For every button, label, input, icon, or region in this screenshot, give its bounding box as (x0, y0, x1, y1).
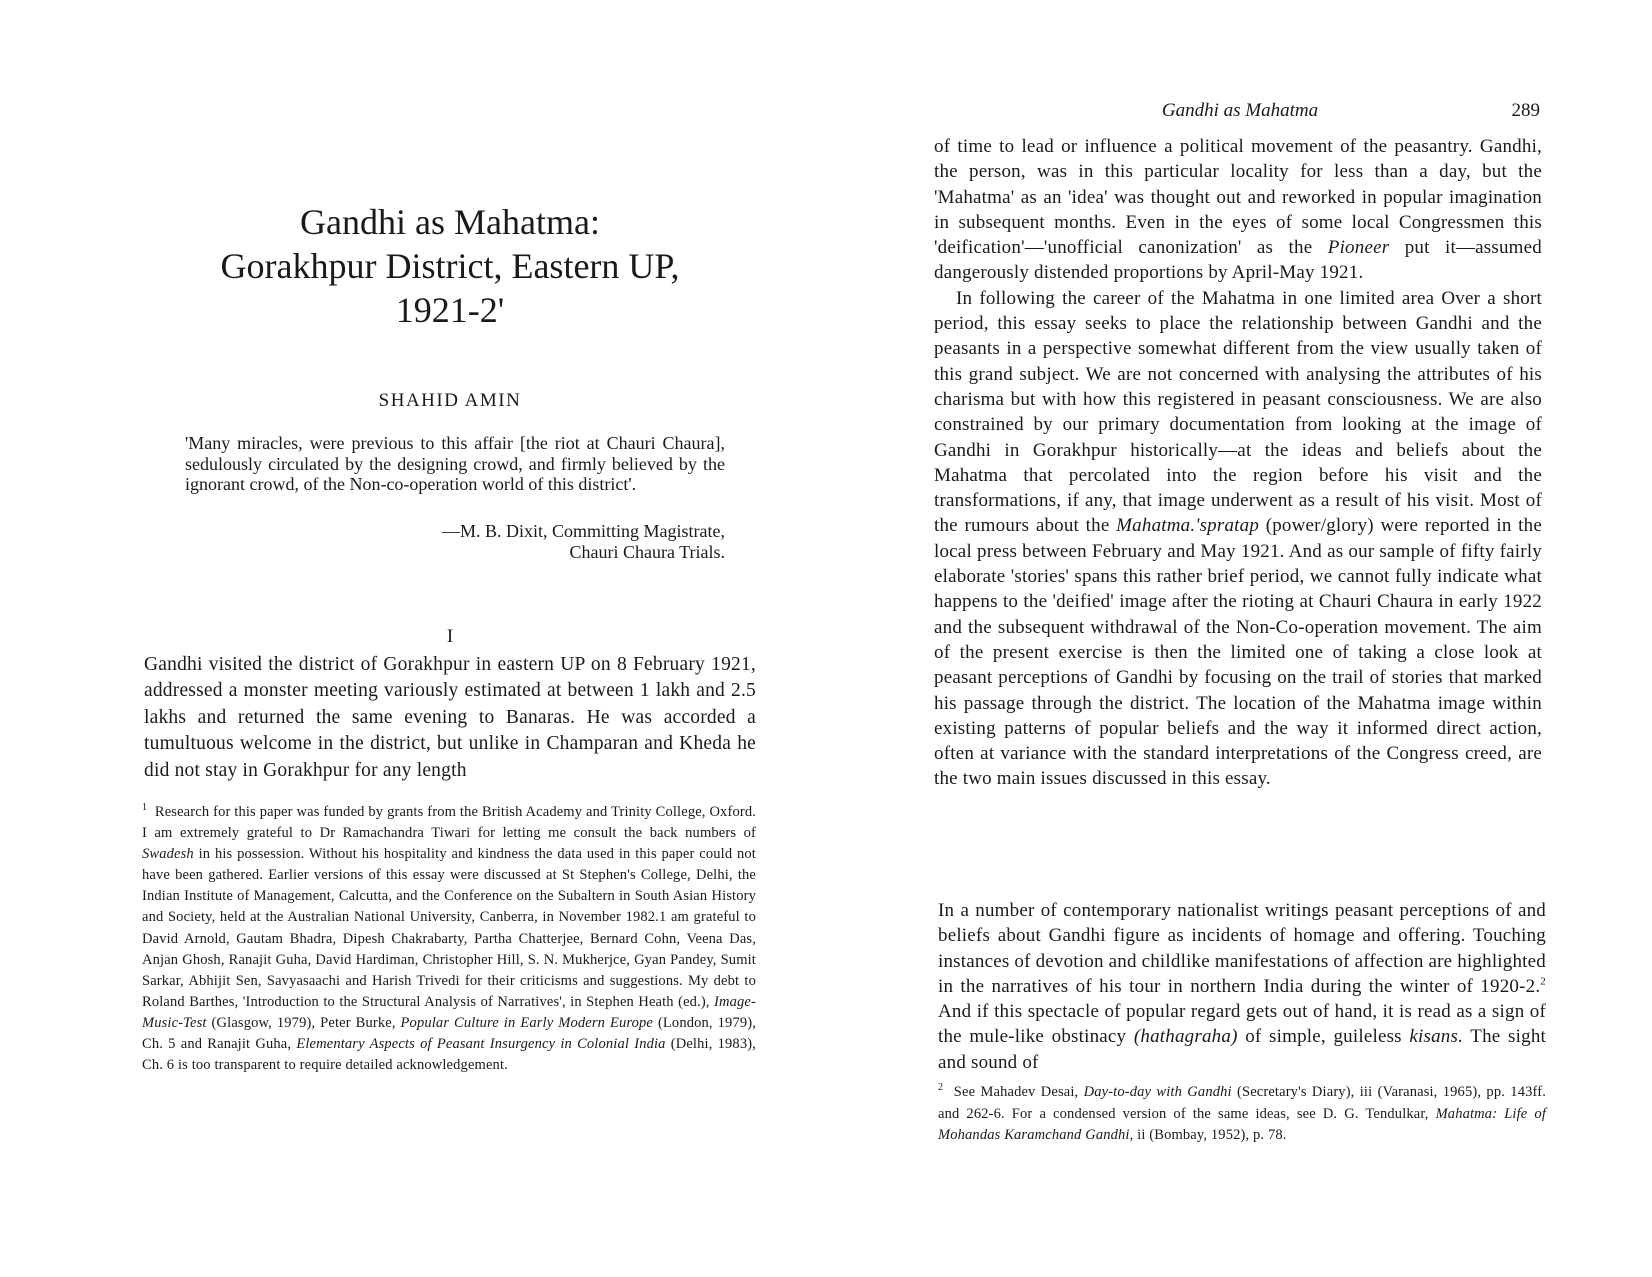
paragraph-italic: (hathagraha) (1133, 1026, 1238, 1048)
paragraph-italic: kisans. (1409, 1026, 1464, 1048)
epigraph-attribution (185, 521, 725, 563)
footnote-text: (Secretary's Diary), iii (Varanasi, 1965), pp. 143ff. and 262-6. For a condensed version of the same ideas, see D. G. Tendulkar, (938, 1084, 1546, 1122)
paragraph-italic: Mahatma.'spratap (1116, 515, 1260, 537)
footnote-text: ii (Bombay, 1952), p. 78. (1133, 1127, 1287, 1143)
body-text-right (934, 134, 1542, 792)
footnote-text: (London, 1979), Ch. 5 and Ranajit Guha, (142, 1014, 756, 1053)
title-line-2: Gorakhpur District, Eastern UP, (220, 246, 680, 286)
footnote-marker: 1 (142, 802, 148, 814)
paragraph-text: In a number of contemporary nationalist writings peasant perceptions of and beliefs about Gandhi figure as incidents of homage and offering. Touching instances of devotion and childlike manifestations of affection are highlighted in the narratives of his tour in northern India during the winter of 1920-2. (938, 900, 1546, 997)
body-text-left: Gandhi visited the district of Gorakhpur in eastern UP on 8 February 1921, addressed a monster meeting variously estimated at between 1 lakh and 2.5 lakhs and returned the same evening to Banaras. He was accorded a tumultuous welcome in the district, but unlike in Champaran and Kheda he did not stay in Gorakhpur for any length (144, 654, 756, 781)
page-number: 289 (1511, 100, 1540, 121)
paragraph-text: of time to lead or influence a political movement of the peasantry. Gandhi, the person, was in this particular locality for less than a day, but the 'Mahatma' as an 'idea' was thought out and reworked in popular imagination in subsequent months. Even in the eyes of some local Congressmen this 'deification'—'unofficial canonization' as the (934, 136, 1542, 259)
article-title (140, 200, 760, 332)
paragraph-text: put it—assumed dangerously distended proportions by April-May 1921. (934, 237, 1542, 284)
footnote-text: (Glasgow, 1979), Peter Burke, (206, 1014, 401, 1031)
footnote-italic: Day-to-day with Gandhi (1083, 1084, 1232, 1100)
footnote-reference: 2 (1540, 975, 1546, 988)
paragraph-1 (934, 134, 1542, 286)
paragraph-text: of simple, guileless (1237, 1026, 1410, 1048)
title-line-3: 1921-2' (395, 290, 505, 330)
epigraph-quote: 'Many miracles, were previous to this affair [the riot at Chauri Chaura], sedulously circulated by the designing crowd, and firmly believed by the ignorant crowd, of the Non-co-operation world of this district'. (185, 433, 725, 494)
attribution-line-2: Chauri Chaura Trials. (569, 542, 725, 562)
footnote-italic: Swadesh (142, 846, 194, 863)
footnote-italic: Image-Music-Test (142, 993, 756, 1031)
running-head: Gandhi as Mahatma (1161, 100, 1319, 121)
footnote-marker: 2 (938, 1082, 944, 1094)
footnote-italic: Elementary Aspects of Peasant Insurgency in Colonial India (296, 1036, 666, 1053)
author-name: SHAHID AMIN (378, 390, 522, 411)
paragraph-text: The sight and sound of (938, 1026, 1546, 1073)
footnote-text: Research for this paper was funded by grants from the British Academy and Trinity College, Oxford. I am extremely grateful to Dr Ramachandra Tiwari for letting me consult the back numbers of (142, 804, 756, 842)
paragraph-3 (938, 898, 1546, 1075)
footnote-text: in his possession. Without his hospitality and kindness the data used in this paper could not have been gathered. Earlier versions of this essay were discussed at St Stephen's College, Delhi, the Indian Institute of Management, Calcutta, and the Conference on the Subaltern in South Asian History and Society, held at the Australian National University, Canberra, in November 1982.1 am grateful to David Arnold, Gautam Bhadra, Dipesh Chakrabarty, Partha Chatterjee, Bernard Cohn, Veena Das, Anjan Ghosh, Ranajit Guha, David Hardiman, Christopher Hill, S. N. Mukherjce, Gyan Pandey, Sumit Sarkar, Abhijit Sen, Savyasaachi and Harish Trivedi for their criticisms and suggestions. My debt to Roland Barthes, 'Introduction to the Structural Analysis of Narratives', in Stephen Heath (ed.), (142, 846, 756, 1010)
section-number: I (446, 626, 454, 647)
paragraph-text: (power/glory) were reported in the local press between February and May 1921. And as our sample of fifty fairly elaborate 'stories' spans this rather brief period, we cannot fully indicate what happens to the 'deified' image after the rioting at Chauri Chaura in early 1922 and the subsequent withdrawal of the Non-Co-operation movement. The aim of the present exercise is then the limited one of taking a close look at peasant perceptions of Gandhi by focusing on the trail of stories that marked his passage through the district. The location of the Mahatma image within existing patterns of popular beliefs and the way it informed direct action, often at variance with the standard interpretations of the Congress creed, are the two main issues discussed in this essay. (934, 515, 1542, 790)
paragraph-2 (934, 286, 1542, 792)
footnote-1 (142, 802, 756, 1076)
attribution-line-1: —M. B. Dixit, Committing Magistrate, (442, 521, 725, 541)
paragraph-text: And if this spectacle of popular regard gets out of hand, it is read as a sign of the mule-like obstinacy (938, 1001, 1546, 1048)
footnote-text: See Mahadev Desai, (953, 1084, 1084, 1100)
footnote-italic: Mahatma: Life of Mohandas Karamchand Gandhi, (938, 1105, 1546, 1143)
title-line-1: Gandhi as Mahatma: (300, 202, 600, 242)
footnote-2 (938, 1082, 1546, 1147)
paragraph-italic: Pioneer (1327, 237, 1390, 259)
footnote-italic: Popular Culture in Early Modern Europe (400, 1014, 654, 1031)
body-text-right-section-2 (938, 898, 1546, 1075)
footnote-text: (Delhi, 1983), Ch. 6 is too transparent to require detailed acknowledgement. (142, 1036, 756, 1074)
paragraph-text: In following the career of the Mahatma in one limited area Over a short period, this essay seeks to place the relationship between Gandhi and the peasants in a perspective somewhat different from the view usually taken of this grand subject. We are not concerned with analysing the attributes of his charisma but with how this registered in peasant consciousness. We are also constrained by our primary documentation from looking at the image of Gandhi in Gorakhpur historically—at the ideas and beliefs about the Mahatma that percolated into the region before his visit and the transformations, if any, that image underwent as a result of his visit. Most of the rumours about the (934, 287, 1542, 537)
